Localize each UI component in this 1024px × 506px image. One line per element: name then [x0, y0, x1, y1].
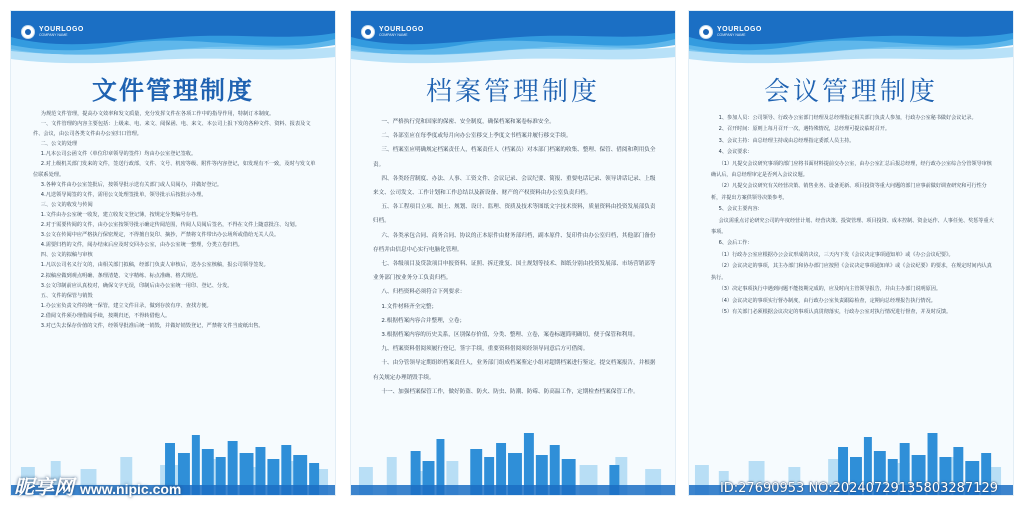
poster-file-management	[10, 10, 336, 496]
brand-logo	[21, 25, 84, 39]
paragraph: 五、文件的保管与销毁	[40, 292, 93, 299]
poster-body	[33, 109, 317, 331]
poster-title: 文件管理制度	[91, 76, 254, 105]
paragraph: 3.各种文件由办公室签批后，按领导批示送有关部门或人员阅办，并做好登记。	[40, 181, 223, 188]
paragraph: 3.公文印制前应认真校对，确保文字无误，印制后由办公室统一用印、登记、分发。	[40, 282, 233, 289]
paragraph: 2、召开时间：原则上每月召开一次，遇特殊情况，总经理可提议临时召开。	[718, 126, 890, 133]
paragraph: 八、归档资料必须符合下列要求：	[381, 289, 466, 296]
poster-body	[373, 115, 657, 399]
paragraph: （5）有关部门必须根据会议决定的事项认真贯彻落实，行政办公室对执行情况进行督查，并及时反馈。	[718, 308, 952, 315]
logo-icon	[21, 25, 35, 39]
paragraph: 四、公文的拟稿与审核	[40, 252, 93, 259]
brand-tagline: COMPANY NAME	[717, 33, 746, 38]
poster-title: 会议管理制度	[763, 77, 938, 107]
paragraph: （4）会议决定的事项实行督办制度，由行政办公室负责跟踪检查，定期向总经理报告执行情况。	[718, 297, 936, 304]
brand-logo	[361, 25, 424, 39]
poster-meeting-management	[688, 10, 1014, 496]
paragraph: 四、各类经营制度、办法、人事、工资文件、会议记录、会议纪要、简报、重要电话记录、领导讲话记录、上级来文、公司发文、工作计划和工作总结以及新设备、财产的产权资料由办公室负责归档。	[373, 175, 656, 197]
paragraph: 4、会议要求：	[718, 149, 753, 156]
paragraph: 十、由分管领导定期组织档案责任人，业务部门组成档案鉴定小组对超期档案进行鉴定，提交档案报告，并根据有关规定办理销毁手续。	[373, 360, 656, 381]
paragraph: 三、公文的收发与传阅	[40, 201, 93, 208]
brand-tagline: COMPANY NAME	[39, 33, 68, 38]
logo-icon	[361, 25, 375, 39]
paragraph: 3.对已失去保存价值的文件，经领导批准后统一销毁，并做好销毁登记，严禁将文件当废纸出售。	[40, 322, 264, 329]
paragraph: 1.文件由办公室统一收发，建立收发文登记簿，按规定分类编号存档。	[40, 211, 202, 218]
poster-body	[711, 113, 995, 318]
paragraph: 2.借阅文件须办理借阅手续，按期归还，不得转借他人。	[40, 312, 171, 319]
brand-name: YOURLOGO	[39, 26, 84, 34]
paragraph: 二、各部室应在每季度或每月向办公室移交上季度文书档案并履行移交手续。	[381, 133, 572, 140]
paragraph: 2.根据档案内容合并整理，立卷；	[381, 317, 466, 324]
paragraph: 三、档案室应明确规定档案责任人，档案责任人（档案员）对本部门档案的收集、整理、保管、借阅和利用负全责。	[373, 147, 656, 168]
paragraph: 二、公文的处理	[40, 141, 78, 148]
paragraph: 2.对于需要传阅的文件，由办公室按领导批示确定传阅范围，传阅人员阅后签名，不得在文件上随意批注、勾划。	[40, 222, 300, 229]
paragraph: 五、各工程项目立项、图土、规划、设计、监理、资质及技术等图纸文字技术资料，质量资料由投资发展部负责归档。	[373, 204, 656, 225]
paragraph: 九、档案资料借阅须履行登记，签字手续，重要资料借阅须经领导同意后方可借阅。	[381, 346, 589, 353]
paragraph: （1）凡提交会议研究事项的部门应将书面材料提前交办公室，由办公室汇总后报总经理，经行政办公室综合分管领导审核确认后，由总经理审定是否列入会议议题。	[711, 160, 992, 179]
paragraph: 七、各级项目及贷款项目申报资料、证照、拆迁批复、国土规划等技术、图纸分别由投资发展部、市场营销部等业务部门按业务分工负责归档。	[373, 261, 656, 282]
paragraph: 1.凡本公司公函文件（单位印章领导的签件）均由办公室登记签收。	[40, 151, 197, 158]
city-skyline	[351, 427, 675, 495]
logo-icon	[699, 25, 713, 39]
paragraph: 1.办公室负责文件的统一保管，建立文件目录，做到存放有序、查找方便。	[40, 302, 212, 309]
paragraph: （1）行政办公室应根据办公会议形成的决议，三天内下发《会议决定事项通知单》或《办公会议纪要》。	[718, 251, 954, 258]
paragraph: 十一、加强档案保管工作，做好防盗、防火、防虫、防潮、防霉、防高温工作，定期检查档案保管工作。	[381, 388, 639, 395]
paragraph: 4.凡送领导阅签的文件，需用公文处理签批单，领导批示后按批示办理。	[40, 191, 207, 198]
paragraph: 3、会议主持：由总经理主持或由总经理指定委派人员主持。	[718, 137, 855, 144]
paragraph: 1、参加人员：公司领导、行政办公室部门经理及总经理指定相关部门负责人参加，行政办公室秘书做好会议记录。	[718, 115, 977, 121]
paragraph: 一、严格执行党和国家的保密、安全制度，确保档案和案卷标准安全。	[381, 119, 555, 125]
paragraph: 4.需要归档的文件，阅办结束后应及时交回办公室，由办公室统一整理，分类立卷归档。	[40, 242, 243, 249]
paragraph: （3）决定事项执行中遇到问题不能按期完成的，应及时向主管领导报告，并由主办部门说明原因。	[718, 286, 941, 293]
site-url: www.nipic.com	[80, 481, 182, 497]
brand-logo	[699, 25, 762, 39]
brand-name: YOURLOGO	[717, 26, 762, 34]
image-id-watermark: ID:27690953 NO:20240729135803287129	[719, 481, 998, 496]
paragraph: 6、会后工作：	[718, 240, 753, 247]
header-wave	[351, 11, 675, 67]
paragraph: 3.根据档案内容的历史关系，区别保存价值，分类、整理、立卷，案卷标题简明确切，便于保管和利用。	[381, 332, 639, 339]
paragraph: 会议需重点讨论研究公司的年度经营计划、经营决策、投资管理、项目投资、成本控制、资金运作、人事任免、奖惩等重大事项。	[711, 217, 994, 236]
brand-name: YOURLOGO	[379, 26, 424, 34]
poster-archive-management	[350, 10, 676, 496]
paragraph: 六、各类承包合同、商务合同、协议的正本原件由财务部归档，副本原件、复印件由办公室归档，其他部门备份存档并由信息中心实行电脑化管理。	[373, 232, 656, 253]
header-wave	[11, 11, 335, 67]
paragraph: 1.凡以公司名义行文的，由相关部门拟稿，经部门负责人审核后，送办公室核稿，报公司领导签发。	[40, 262, 269, 269]
paragraph: 2.对上级机关部门发来的文件，签送行政部，文件、文号、机密等级、附件等内容登记，如发现有不一致，及时与发文单位联系处理。	[33, 161, 316, 178]
paragraph: 1.文件材料齐全完整；	[381, 303, 438, 310]
paragraph: 5、会议主要内容：	[718, 206, 763, 213]
paragraph: 3.公文在传阅中应严格执行保密规定，不得擅自复印、摘抄，严禁将文件带出办公场所或借给无关人员。	[40, 232, 280, 239]
poster-title: 档案管理制度	[425, 77, 600, 107]
site-logo-text: 昵享网	[14, 475, 74, 499]
paragraph: 2.拟稿应做到观点明确、条理清楚、文字精练、标点准确、格式规范。	[40, 272, 202, 279]
paragraph: 为规范文件管理，提高办文效率和发文质量，充分发挥文件在各项工作中的指导作用，特制订本制度。	[40, 111, 275, 117]
site-watermark-logo	[14, 471, 181, 500]
paragraph: （2）会议决定的事项，其主办部门和协办部门应按照《会议决定事项通知单》或《会议纪要》的要求，在规定时间内认真执行。	[711, 263, 992, 281]
brand-tagline: COMPANY NAME	[379, 33, 408, 38]
paragraph: （2）凡提交会议研究有关经营决策、销售业务、设备更新、项目投资等重大问题的部门应事前做好调查研究和可行性分析，并提出方案供领导决策参考。	[711, 183, 987, 201]
paragraph: 一、文件管理的内容主要包括：上级来、电、来文、阅保函、电、来文、本公司上报下发的各种文件、资料、报表及文件、会议，由公司各类文件由办公室归口管理。	[33, 121, 311, 138]
header-wave	[689, 11, 1013, 67]
